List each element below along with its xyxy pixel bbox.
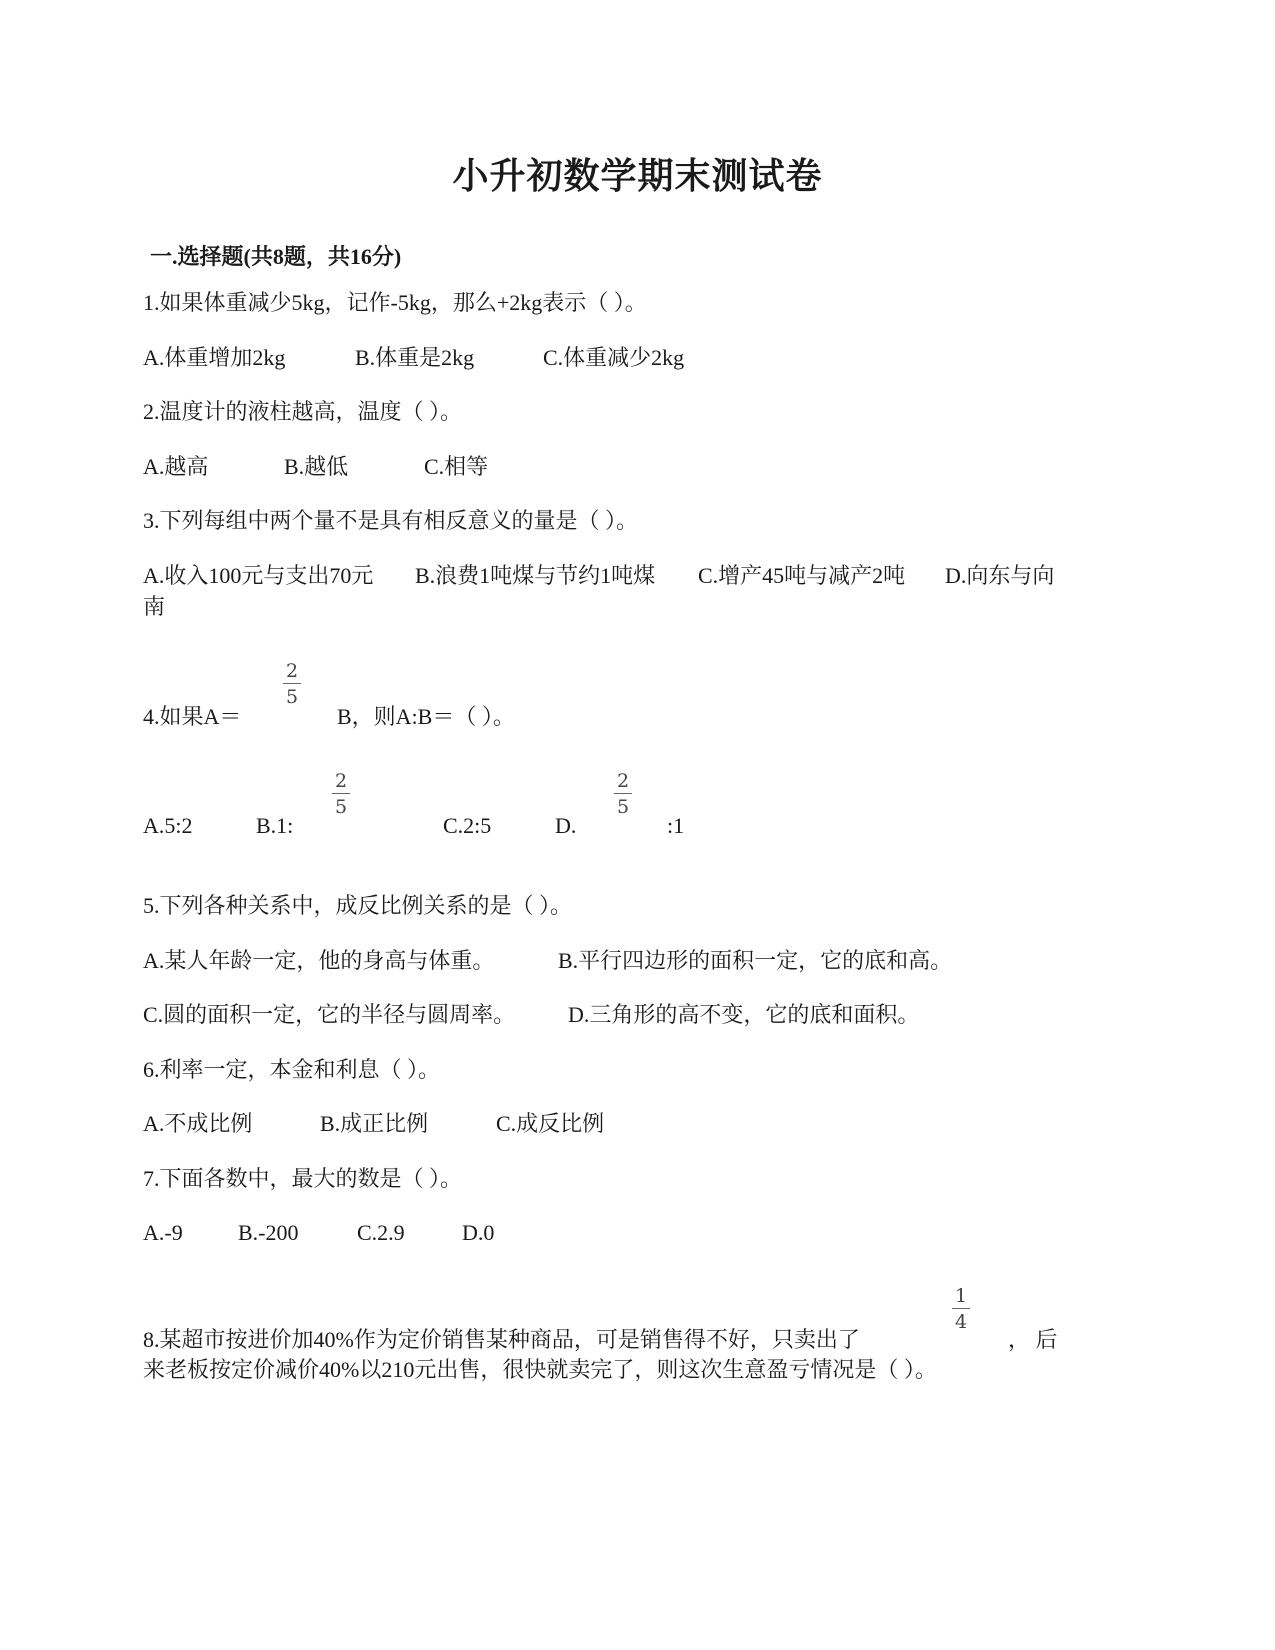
q4-option-d-fraction: [614, 770, 632, 818]
q3-option-a: A.收入100元与支出70元: [143, 563, 374, 588]
q4-option-a: A.5:2: [143, 813, 193, 838]
q4-option-b-fraction: [332, 770, 350, 818]
q3-stem: 3.下列每组中两个量不是具有相反意义的量是（ ）。: [143, 508, 639, 533]
q5-option-c: C.圆的面积一定，它的半径与圆周率。: [143, 1002, 516, 1027]
q1-option-b: B.体重是2kg: [355, 345, 475, 370]
q5-option-a: A.某人年龄一定，他的身高与体重。: [143, 948, 495, 973]
q4-option-b: B.1:: [256, 813, 294, 838]
q5-stem: 5.下列各种关系中，成反比例关系的是（ ）。: [143, 893, 573, 918]
q8-stem-after-fraction: ， 后: [1008, 1327, 1058, 1352]
fraction-bar: [952, 1308, 970, 1309]
q1-option-a: A.体重增加2kg: [143, 345, 286, 370]
q3-option-d-continued: 南: [143, 594, 166, 619]
fraction-numerator: 2: [285, 660, 299, 682]
page-title: 小升初数学期末测试卷: [452, 156, 823, 196]
q8-fraction: [952, 1285, 970, 1333]
section-heading: 一.选择题(共8题，共16分): [150, 244, 402, 269]
q5-option-d: D.三角形的高不变，它的底和面积。: [568, 1002, 920, 1027]
q7-stem: 7.下面各数中，最大的数是（ ）。: [143, 1166, 463, 1191]
q2-stem: 2.温度计的液柱越高，温度（ ）。: [143, 399, 463, 424]
q3-option-c: C.增产45吨与减产2吨: [698, 563, 906, 588]
fraction-denominator: 5: [616, 796, 630, 818]
fraction-denominator: 4: [954, 1311, 968, 1333]
q4-stem-fraction: [283, 660, 301, 708]
fraction-denominator: 5: [285, 686, 299, 708]
q4-stem-suffix: B，则A:B＝（ ）。: [337, 704, 515, 729]
q7-option-d: D.0: [462, 1220, 495, 1245]
fraction-numerator: 2: [334, 770, 348, 792]
q2-option-c: C.相等: [424, 454, 489, 479]
fraction-bar: [283, 683, 301, 684]
q3-option-d: D.向东与向: [945, 563, 1055, 588]
fraction-bar: [614, 793, 632, 794]
q5-option-b: B.平行四边形的面积一定，它的底和高。: [558, 948, 953, 973]
q3-option-b: B.浪费1吨煤与节约1吨煤: [415, 563, 656, 588]
q7-option-c: C.2.9: [357, 1220, 405, 1245]
q1-option-c: C.体重减少2kg: [543, 345, 685, 370]
q4-option-c: C.2:5: [443, 813, 492, 838]
q6-option-b: B.成正比例: [320, 1111, 429, 1136]
fraction-bar: [332, 793, 350, 794]
q4-option-d-suffix: :1: [667, 813, 685, 838]
fraction-numerator: 1: [954, 1285, 968, 1307]
fraction-denominator: 5: [334, 796, 348, 818]
q6-option-a: A.不成比例: [143, 1111, 253, 1136]
fraction-numerator: 2: [616, 770, 630, 792]
q8-stem-line2: 来老板按定价减价40%以210元出售，很快就卖完了，则这次生意盈亏情况是（ ）。: [143, 1357, 937, 1382]
q2-option-a: A.越高: [143, 454, 209, 479]
q1-stem: 1.如果体重减少5kg，记作-5kg，那么+2kg表示（ ）。: [143, 290, 647, 315]
q4-stem-prefix: 4.如果A＝: [143, 704, 242, 729]
q4-option-d-prefix: D.: [555, 813, 577, 838]
q8-stem-line1: 8.某超市按进价加40%作为定价销售某种商品，可是销售得不好，只卖出了: [143, 1327, 860, 1352]
q6-stem: 6.利率一定，本金和利息（ ）。: [143, 1057, 441, 1082]
q7-option-b: B.-200: [238, 1220, 299, 1245]
q2-option-b: B.越低: [284, 454, 349, 479]
q6-option-c: C.成反比例: [496, 1111, 605, 1136]
q7-option-a: A.-9: [143, 1220, 183, 1245]
